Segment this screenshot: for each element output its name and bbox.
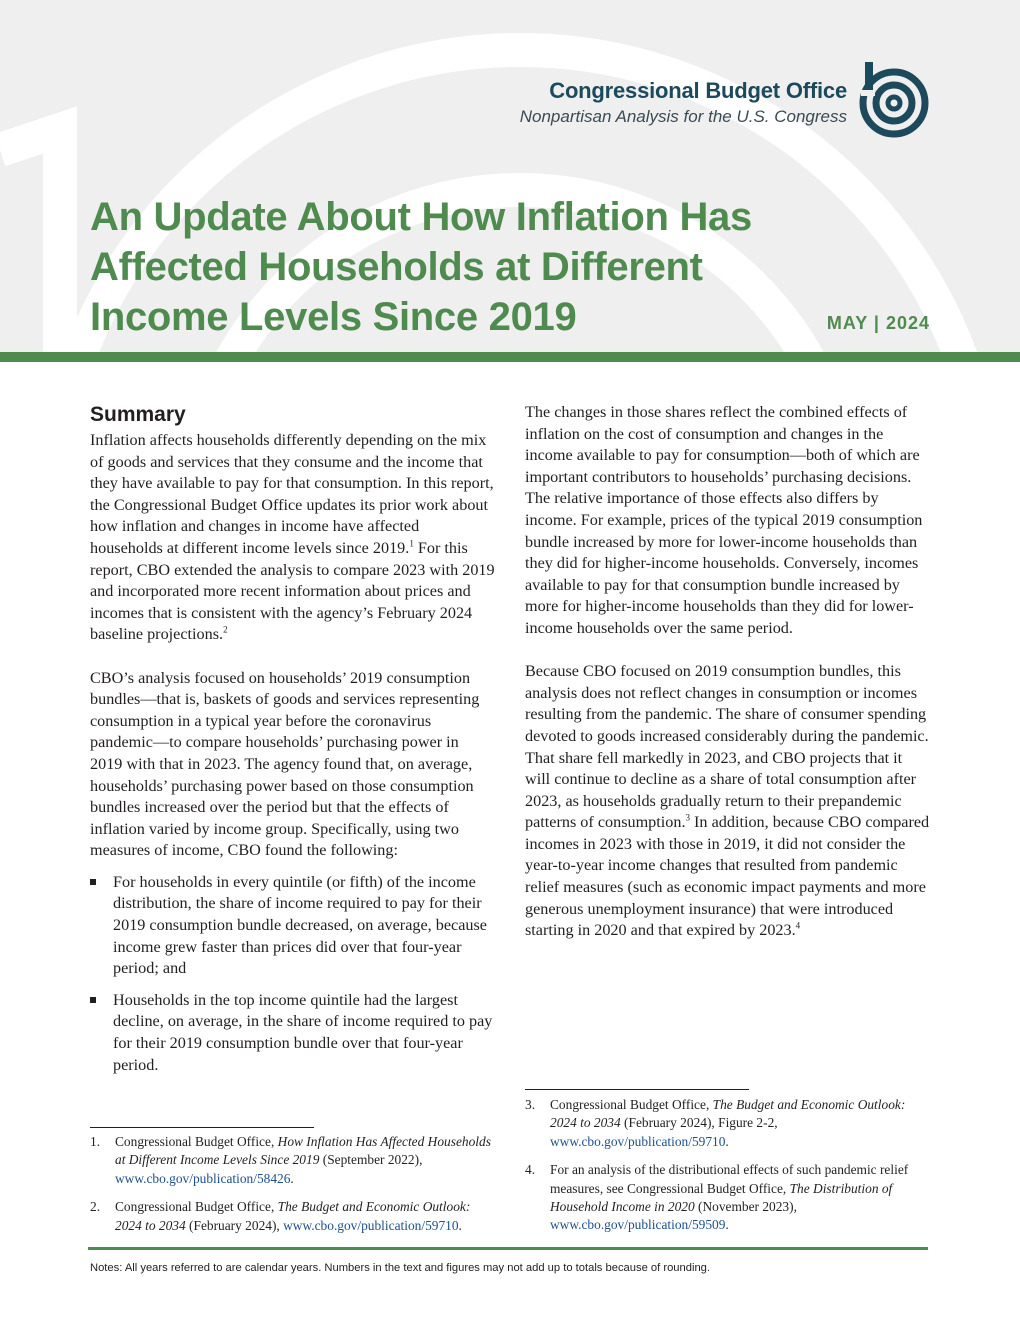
bullet-icon <box>90 997 96 1003</box>
footnote-link[interactable]: www.cbo.gov/publication/59710 <box>283 1217 459 1233</box>
footnote-text: Congressional Budget Office, <box>115 1134 278 1149</box>
footnote-text: (February 2024), <box>185 1217 284 1233</box>
footnote-text: Congressional Budget Office, <box>115 1199 278 1215</box>
paragraph-3: The changes in those shares reflect the combined effects of inflation on the cost of consumption and changes in the income available to pay for consumption—both of which are important contributors to households’ purchasing decisions. The relative importance of those effects also differs by income. For example, prices of the typical 2019 consumption bundle increased by more for lower-income households than they did for higher-income households. Conversely, incomes available to pay for that consumption bundle increased by more for higher-income households than they did for lower-income households over the same period. <box>525 403 923 637</box>
footnote-ref-4[interactable]: 4 <box>795 920 801 931</box>
footnote-title: The Distribution of Household Income in 2020 <box>550 1180 893 1215</box>
footnote-4 <box>525 1161 935 1235</box>
footnote-rule-left <box>90 1127 314 1128</box>
org-block <box>520 78 847 127</box>
footnote-number: 3. <box>525 1097 536 1112</box>
paragraph-4-text: Because CBO focused on 2019 consumption bundles, this analysis does not reflect changes in consumption or incomes resulting from the pandemic. The share of consumer spending devoted to goods increased considerably during the pandemic. That share fell markedly in 2023, and CBO projects that it will continue to decline as a share of total consumption after 2023, as households gradually return to their prepandemic patterns of consumption. <box>525 662 929 832</box>
footnote-ref-3[interactable]: 3 <box>685 812 690 823</box>
footnote-text: (November 2023), <box>694 1199 797 1215</box>
paragraph-2: CBO’s analysis focused on households’ 2019 consumption bundles—that is, baskets of goods and services representing consumption in a typical year before the coronavirus pandemic—to compare households’ purchasing power in 2019 with that in 2023. The agency found that, on average, households’ purchasing power based on those consumption bundles increased over the period but that the effects of inflation varied by income group. Specifically, using two measures of income, CBO found the following: <box>90 668 480 860</box>
list-item <box>90 872 495 980</box>
footnote-end: . <box>725 1133 729 1149</box>
paragraph-4 <box>525 661 930 942</box>
bullet-text: Households in the top income quintile had the largest decline, on average, in the share of income required to pay for their 2019 consumption bundle over that four-year period. <box>113 990 493 1074</box>
footnote-text: Congressional Budget Office, <box>550 1097 713 1112</box>
footnote-number: 2. <box>90 1199 101 1215</box>
footnote-text: (September 2022), <box>319 1152 423 1168</box>
footnote-3 <box>525 1096 935 1151</box>
paragraph-1 <box>90 430 495 646</box>
left-column <box>90 403 495 1086</box>
footnote-link[interactable]: www.cbo.gov/publication/59509 <box>550 1217 726 1233</box>
footnote-number: 4. <box>525 1162 536 1178</box>
footnote-ref-1[interactable]: 1 <box>409 538 414 549</box>
bullet-text: For households in every quintile (or fifth) of the income distribution, the share of income required to pay for their 2019 consumption bundle decreased, on average, because income grew faster than prices did over that four-year period; and <box>113 872 487 978</box>
footnotes-right <box>525 1096 935 1245</box>
footnote-ref-2[interactable]: 2 <box>223 624 228 635</box>
footnote-end: . <box>290 1170 294 1186</box>
paragraph-1-text: Inflation affects households differently depending on the mix of goods and services that they consume and the income that they have available to pay for that consumption. In this report, the Congressional Budget Office updates its prior work about how inflation and changes in income have affected households at different income levels since 2019. <box>90 431 494 557</box>
header-green-band <box>0 352 1020 362</box>
report-date: MAY | 2024 <box>826 313 930 333</box>
bottom-green-rule <box>88 1247 928 1250</box>
footnote-title: How Inflation Has Affected Households at Different Income Levels Since 2019 <box>115 1134 491 1168</box>
page-title: An Update About How Inflation Has Affected Households at Different Income Levels Since 2019 <box>90 195 752 339</box>
cbo-logo-icon <box>857 62 931 140</box>
findings-list <box>90 872 495 1076</box>
footnote-number: 1. <box>90 1134 101 1149</box>
footnote-2 <box>90 1198 500 1235</box>
paragraph-1-cont: For this report, CBO extended the analysis to compare 2023 with 2019 and incorporated more recent information about prices and incomes that is consistent with the agency’s February 2024 baseline projections. <box>90 538 495 644</box>
paragraph-4-cont: In addition, because CBO compared incomes in 2023 with those in 2019, it did not consider the year-to-year income changes that resulted from pandemic relief measures (such as economic impact payments and more generous unemployment insurance) that were introduced starting in 2020 and that expired by 2023. <box>525 813 930 940</box>
summary-heading: Summary <box>90 403 186 426</box>
footnote-end: . <box>725 1217 729 1233</box>
footnotes-left <box>90 1133 500 1245</box>
footnote-rule-right <box>525 1089 749 1090</box>
footnote-text: For an analysis of the distributional effects of such pandemic relief measures, see Congressional Budget Office, <box>550 1162 909 1196</box>
footnote-end: . <box>458 1217 462 1233</box>
footnote-title: The Budget and Economic Outlook: 2024 to 2034 <box>115 1199 471 1233</box>
notes-line: Notes: All years referred to are calendar years. Numbers in the text and figures may not add up to totals because of rounding. <box>90 1262 711 1274</box>
right-column <box>525 402 930 963</box>
org-tagline: Nonpartisan Analysis for the U.S. Congress <box>519 107 847 126</box>
footnote-link[interactable]: www.cbo.gov/publication/58426 <box>115 1170 291 1186</box>
org-name: Congressional Budget Office <box>549 78 847 103</box>
footnote-1 <box>90 1133 500 1188</box>
footnote-text: (February 2024), Figure 2-2, <box>620 1115 778 1131</box>
footnote-title: The Budget and Economic Outlook: 2024 to 2034 <box>550 1097 906 1131</box>
footnote-link[interactable]: www.cbo.gov/publication/59710 <box>550 1133 726 1149</box>
list-item <box>90 990 495 1076</box>
bullet-icon <box>90 879 96 885</box>
